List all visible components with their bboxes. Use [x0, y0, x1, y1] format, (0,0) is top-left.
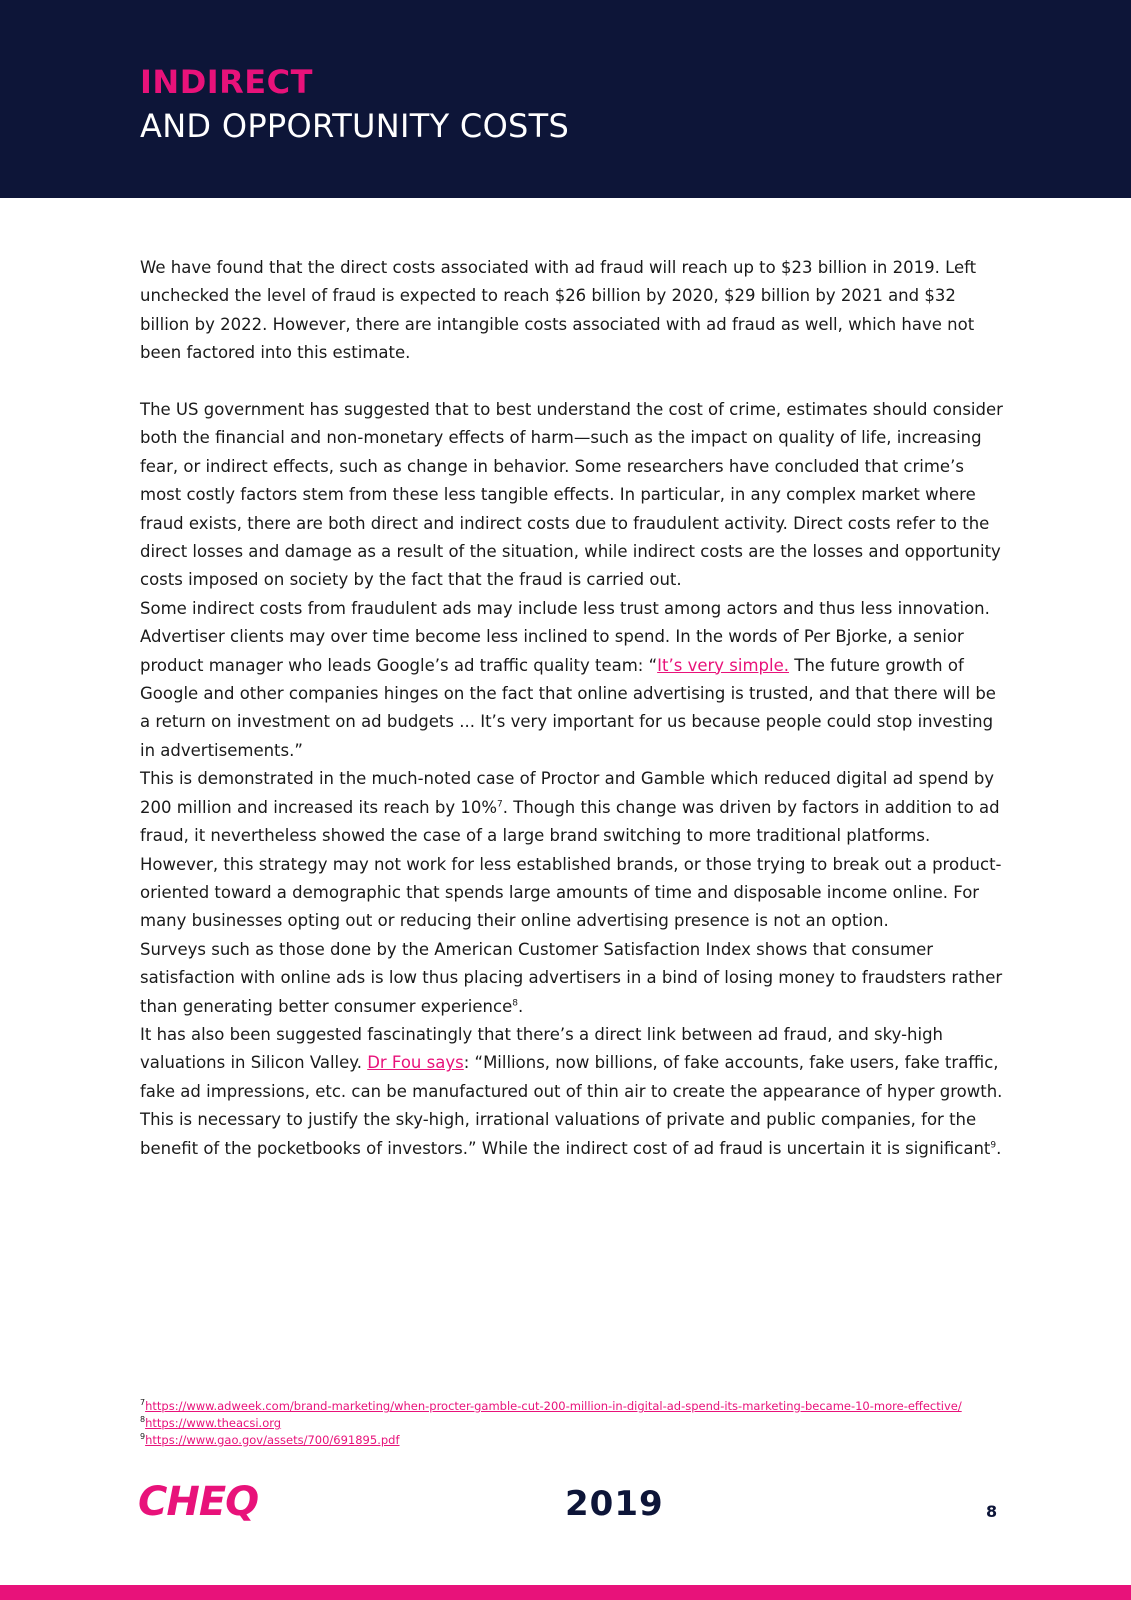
paragraph-6-end: .	[517, 996, 524, 1016]
paragraph-5-text: However, this strategy may not work for less established brands, or those trying to break out a product-oriented toward a demographic that spends large amounts of time and disposable income online. For many businesses opting out or reducing their online advertising presence is not an option.	[140, 854, 1002, 931]
paragraph-5	[140, 851, 1010, 936]
footnote-8	[140, 1415, 962, 1432]
paragraph-7	[140, 1021, 1010, 1163]
paragraph-3-text-cont: The future growth of Google and other companies hinges on the fact that online advertising is trusted, and that there will be a return on investment on ad budgets ... It’s very important for us because people could stop investing in advertisements.”	[140, 655, 996, 760]
paragraph-7-text-cont: : “Millions, now billions, of fake accounts, fake users, fake traffic, fake ad impressions, etc. can be manufactured out of thin air to create the appearance of hyper growth. This is necessary to justify the sky-high, irrational valuations of private and public companies, for the benefit of the pocketbooks of investors.” While the indirect cost of ad fraud is uncertain it is significant	[140, 1053, 1003, 1158]
paragraph-1-text: We have found that the direct costs associated with ad fraud will reach up to $23 billion in 2019. Left unchecked the level of fraud is expected to reach $26 billion by 2020, $29 billion by 2021 and $32 billion by 2022. However, there are intangible costs associated with ad fraud as well, which have not been factored into this estimate.	[140, 258, 977, 363]
paragraph-3-text: Some indirect costs from fraudulent ads may include less trust among actors and thus less innovation. Advertiser clients may over time become less inclined to spend. In the words of Per Bjorke, a senior product manager who leads Google’s ad traffic quality team: “	[140, 598, 990, 675]
paragraph-4-text-cont: . Though this change was driven by factors in addition to ad fraud, it nevertheless showed the case of a large brand switching to more traditional platforms.	[140, 797, 1000, 846]
paragraph-2	[140, 396, 1010, 595]
paragraph-6	[140, 936, 1010, 1021]
paragraph-4-text: This is demonstrated in the much-noted case of Proctor and Gamble which reduced digital ad spend by 200 million and increased its reach by 10%	[140, 769, 995, 817]
footnote-number: 8	[140, 1415, 146, 1425]
footnote-ref-8: 8	[512, 998, 518, 1009]
body-text	[140, 254, 1010, 1163]
paragraph-4	[140, 765, 1010, 850]
paragraph-7-text: It has also been suggested fascinatingly that there’s a direct link between ad fraud, and sky-high valuations in Silicon Valley.	[140, 1024, 943, 1073]
footnote-link[interactable]: https://www.adweek.com/brand-marketing/when-procter-gamble-cut-200-million-in-digital-ad-spend-its-marketing-became-10-more-effective/	[145, 1399, 962, 1413]
footnote-link[interactable]: https://www.theacsi.org	[145, 1416, 282, 1430]
footnotes	[140, 1398, 962, 1449]
section-title: AND OPPORTUNITY COSTS	[140, 107, 570, 145]
paragraph-2-text: The US government has suggested that to best understand the cost of crime, estimates should consider both the financial and non-monetary effects of harm—such as the impact on quality of life, increasing fear, or indirect effects, such as change in behavior. Some researchers have concluded that crime’s most costly factors stem from these less tangible effects. In particular, in any complex market where fraud exists, there are both direct and indirect costs due to fraudulent activity. Direct costs refer to the direct losses and damage as a result of the situation, while indirect costs are the losses and opportunity costs imposed on society by the fact that the fraud is carried out.	[140, 400, 1003, 590]
footnote-link[interactable]: https://www.gao.gov/assets/700/691895.pdf	[145, 1433, 400, 1447]
footnote-9	[140, 1432, 962, 1449]
page-header	[0, 0, 1131, 198]
bottom-accent-bar	[0, 1585, 1131, 1600]
dr-fou-link[interactable]: Dr Fou says	[367, 1053, 464, 1073]
footnote-ref-9: 9	[990, 1140, 997, 1151]
cheq-logo: CHEQ	[138, 1479, 259, 1525]
paragraph-7-end: .	[996, 1138, 1002, 1158]
section-title-accent: INDIRECT	[140, 63, 313, 101]
footnote-7	[140, 1398, 962, 1415]
paragraph-3	[140, 595, 1010, 765]
quote-source-link[interactable]: It’s very simple.	[657, 655, 789, 675]
footnote-number: 9	[140, 1432, 146, 1442]
footnote-ref-7: 7	[497, 799, 503, 810]
footnote-number: 7	[140, 1398, 146, 1408]
report-year: 2019	[565, 1484, 664, 1524]
paragraph-1	[140, 254, 1010, 368]
page-number: 8	[986, 1502, 998, 1521]
paragraph-6-text: Surveys such as those done by the American Customer Satisfaction Index shows that consumer satisfaction with online ads is low thus placing advertisers in a bind of losing money to fraudsters rather than generating better consumer experience	[140, 939, 1003, 1016]
